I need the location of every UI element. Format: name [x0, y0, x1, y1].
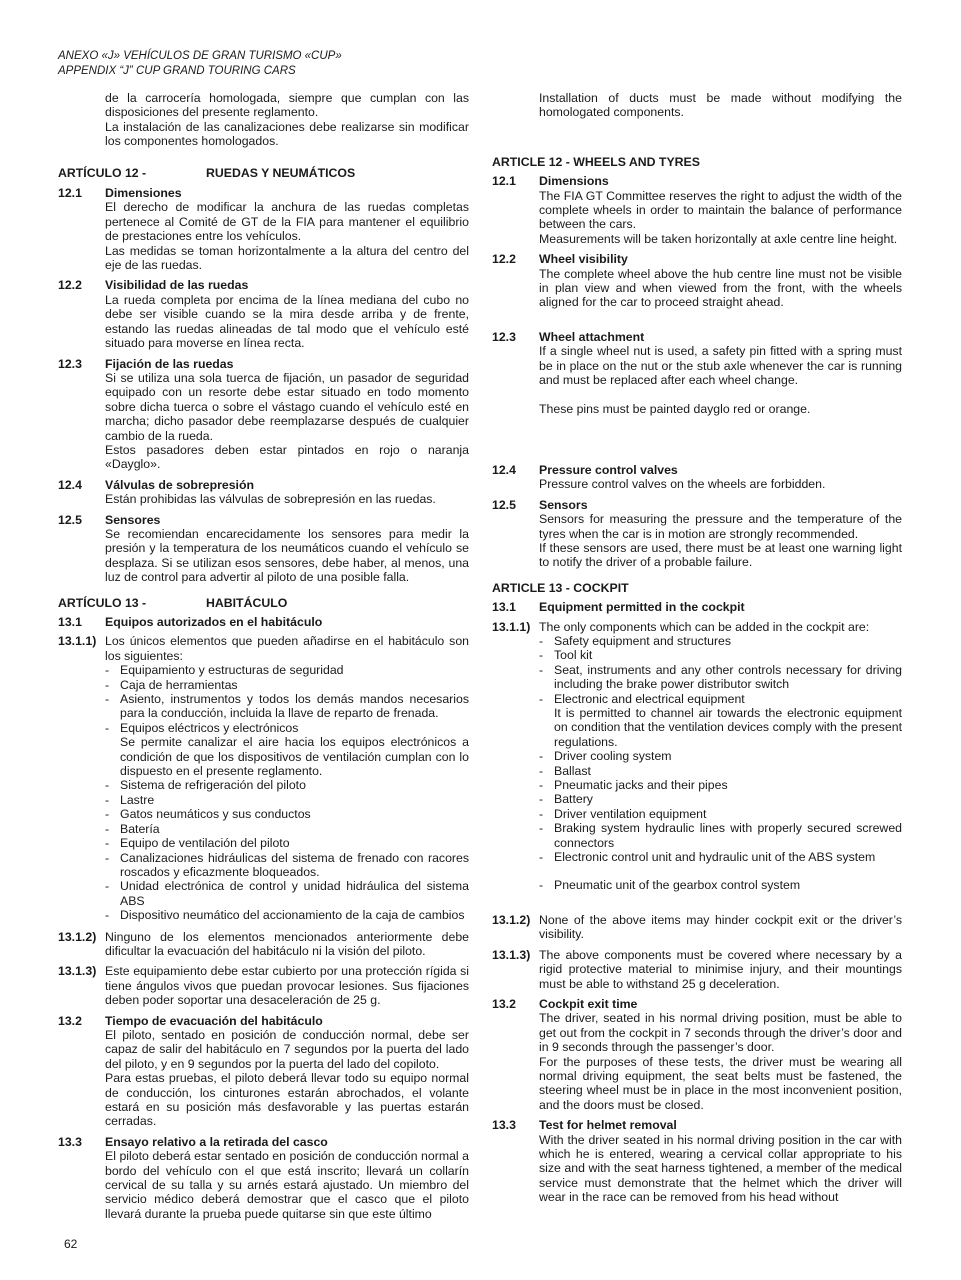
running-header [58, 49, 342, 79]
section-13-3: 13.3 Ensayo relativo a la retirada del casco El piloto deberá estar sentado en posición de conducción normal a bordo del vehículo con el que está inscrito; llevará un collarín cervical de su talla y su arnés estará ajustado. Un miembro del servicio médico deberá demostrar que el casco que el piloto llevará durante la prueba puede quitarse sin que este último [58, 1134, 469, 1221]
list-item: - Braking system hydraulic lines with properly secured screwed connectors [539, 821, 902, 850]
list-item: - Batería [105, 821, 160, 836]
list-item: - Pneumatic unit of the gearbox control system [539, 878, 801, 893]
list-item: - Dispositivo neumático del accionamiento de la caja de cambios [105, 908, 465, 923]
section-13-1-2: 13.1.2) Ninguno de los elementos mencionados anteriormente debe dificultar la evacuación del habitáculo ni la visión del piloto. [58, 929, 469, 958]
list-item: - Unidad electrónica de control y unidad hidráulica del sistema ABS [105, 879, 469, 908]
section-12-4: 12.4 Válvulas de sobrepresión Están prohibidas las válvulas de sobrepresión en las ruedas. [58, 477, 436, 507]
list-item: - Equipamiento y estructuras de seguridad [105, 663, 344, 678]
article-13-heading: ARTICLE 13 - COCKPIT [492, 580, 629, 595]
list-item: - Battery [539, 792, 593, 807]
section-13-1-3: 13.1.3) The above components must be covered where necessary by a rigid protective material to minimise injury, and their mountings must be able to withstand 25 g deceleration. [492, 947, 902, 991]
section-12-3: 12.3 Fijación de las ruedas Si se utiliza una sola tuerca de fijación, un pasador de seguridad equipado con un resorte debe estar situado en todo momento sobre dicha tuerca o sobre el vástago cuando el vehículo esté en marcha; dicho pasador debe reemplazarse después de cualquier cambio de la rueda. Estos pasadores deben estar pintados en rojo o naranja «Dayglo». [58, 356, 469, 472]
list-item: - Tool kit [539, 648, 593, 663]
component-list [105, 663, 469, 922]
list-item: - Asiento, instrumentos y todos los demás mandos necesarios para la conducción, incluida la llave de reparto de frenada. [105, 692, 469, 721]
intro-text: de la carrocería homologada, siempre que cumplan con las disposiciones del presente reglamento. La instalación de las canalizaciones debe realizarse sin modificar los componentes homologados. [105, 91, 469, 149]
section-12-5: 12.5 Sensores Se recomiendan encarecidamente los sensores para medir la presión y la temperatura de los neumáticos cuando el vehículo se desplaza. Si se utilizan esos sensores, debe haber, al menos, una luz de control para advertir al piloto de una posible falla. [58, 512, 469, 585]
list-item: - Equipos eléctricos y electrónicos Se permite canalizar el aire hacia los equipos electrónicos a condición de que los dispositivos de ventilación cumplan con lo dispuesto en el presente reglamento. [105, 720, 469, 779]
list-item: - Safety equipment and structures [539, 633, 732, 648]
list-item: - Canalizaciones hidráulicas del sistema de frenado con racores roscados y eficazmente bloqueados. [105, 850, 469, 879]
header-line-en: APPENDIX “J” CUP GRAND TOURING CARS [58, 65, 296, 77]
section-12-2: 12.2 Wheel visibility The complete wheel above the hub centre line must not be visible in plan view and when viewed from the front, with the wheels aligned for the car to proceed straight ahead. [492, 252, 902, 310]
section-13-1: 13.1 Equipment permitted in the cockpit [492, 600, 745, 615]
header-line-es: ANEXO «J» VEHÍCULOS DE GRAN TURISMO «CUP» [58, 50, 342, 62]
list-item: - Ballast [539, 763, 591, 778]
list-item: - Equipo de ventilación del piloto [105, 836, 290, 851]
section-13-3: 13.3 Test for helmet removal With the driver seated in his normal driving position in the car with which he is entered, wearing a cervical collar appropriate to his size and with the seat harness tightened, a member of the medical service must demonstrate that the helmet which the driver will wear in the race can be removed from his head without [492, 1118, 902, 1205]
article-13-heading: ARTÍCULO 13 - HABITÁCULO [58, 595, 288, 610]
list-item: - Electronic and electrical equipment It is permitted to channel air towards the electronic equipment on condition that the ventilation devices comply with the present regulations. [539, 691, 902, 749]
intro-text: Installation of ducts must be made without modifying the homologated components. [539, 91, 902, 120]
section-12-4: 12.4 Pressure control valves Pressure control valves on the wheels are forbidden. [492, 462, 826, 492]
article-12-heading: ARTICLE 12 - WHEELS AND TYRES [492, 154, 700, 169]
list-item: - Driver cooling system [539, 749, 672, 764]
list-item: - Sistema de refrigeración del piloto [105, 778, 306, 793]
list-item: - Gatos neumáticos y sus conductos [105, 807, 311, 822]
section-12-3: 12.3 Wheel attachment If a single wheel nut is used, a safety pin fitted with a spring must be in place on the nut or the stub axle whenever the car is running and must be replaced after each wheel change. These pins must be painted dayglo red or orange. [492, 329, 902, 416]
section-12-1: 12.1 Dimensiones El derecho de modificar la anchura de las ruedas completas pertenece al Comité de GT de la FIA para mantener el equilibrio de prestaciones entre los vehículos. Las medidas se toman horizontalmente a la altura del centro del eje de las ruedas. [58, 186, 469, 273]
page-number: 62 [64, 1237, 78, 1251]
list-item: - Seat, instruments and any other controls necessary for driving including the brake power distributor switch [539, 662, 902, 692]
list-item: - Lastre [105, 792, 155, 807]
english-column [492, 91, 902, 1205]
section-13-1: 13.1 Equipos autorizados en el habitáculo [58, 615, 323, 629]
section-13-2: 13.2 Cockpit exit time The driver, seated in his normal driving position, must be able to get out from the cockpit in 7 seconds through the driver’s door and in 9 seconds through the passenger’s door. For the purposes of these tests, the driver must be wearing all normal driving equipment, the seat belts must be fastened, the steering wheel must be in place in the most inconvenient position, and the doors must be closed. [492, 996, 902, 1112]
section-13-1-3: 13.1.3) Este equipamiento debe estar cubierto por una protección rígida si tiene ángulos vivos que puedan provocar lesiones. Sus fijaciones deben poder soportar una desaceleración de 25 g. [58, 964, 469, 1008]
spanish-column [58, 91, 469, 1221]
section-13-1-1: 13.1.1) Los únicos elementos que pueden añadirse en el habitáculo son los siguientes: - Equipamiento y estructuras de seguridad - Caja de herramientas - Asiento, instrumentos y todos los demás mandos necesarios para la conducción, incluida la llave de reparto de frenada. - Equipos eléctricos y electrónicos Se permite canalizar el aire hacia los equipos electrónicos a condición de que los dispositivos de ventilación cumplan con lo dispuesto en el presente reglamento. - Sistema de refrigeración del piloto - Lastre - Gatos neumáticos y sus conductos - Batería - Equipo de ventilación del piloto - Canalizaciones hidráulicas del sistema de frenado con racores roscados y eficazmente bloqueados. - Unidad electrónica de control y unidad hidráulica del sistema ABS - Dispositivo neumático del accionamiento de la caja de cambios [58, 634, 469, 923]
section-12-2: 12.2 Visibilidad de las ruedas La rueda completa por encima de la línea mediana del cubo no debe ser visible cuando se la mira desde arriba y de frente, estando las ruedas alineadas de tal modo que el vehículo esté situado para moverse en línea recta. [58, 278, 469, 351]
list-item: - Pneumatic jacks and their pipes [539, 778, 728, 793]
list-item: - Caja de herramientas [105, 677, 238, 692]
section-12-5: 12.5 Sensors Sensors for measuring the pressure and the temperature of the tyres when the car is in motion are strongly recommended. If these sensors are used, there must be at least one warning light to notify the driver of a probable failure. [492, 497, 902, 570]
list-item: - Driver ventilation equipment [539, 806, 707, 821]
section-13-1-2: 13.1.2) None of the above items may hinder cockpit exit or the driver’s visibility. [492, 912, 902, 942]
section-13-1-1: 13.1.1) The only components which can be added in the cockpit are: - Safety equipment and structures - Tool kit - Seat, instruments and any other controls necessary for driving including the brake power distributor switch - Electronic and electrical equipment It is permitted to channel air towards the electronic equipment on condition that the ventilation devices comply with the present regulations. - Driver cooling system - Ballast - Pneumatic jacks and their pipes - Battery - Driver ventilation equipment - Braking system hydraulic lines with properly secured screwed connectors - Electronic control unit and hydraulic unit of the ABS system - Pneumatic unit of the gearbox control system [492, 619, 902, 893]
list-item: - Electronic control unit and hydraulic unit of the ABS system [539, 850, 876, 865]
section-13-2: 13.2 Tiempo de evacuación del habitáculo El piloto, sentado en posición de conducción normal, debe ser capaz de salir del habitáculo en 7 segundos por la puerta del lado del piloto, y en 9 segundos por la puerta del lado del copiloto. Para estas pruebas, el piloto deberá llevar todo su equipo normal de conducción, los cinturones estarán abrochados, el volante estará en su posición más desfavorable y las puertas estarán cerradas. [58, 1013, 469, 1129]
component-list [539, 634, 902, 893]
article-12-heading: ARTÍCULO 12 - RUEDAS Y NEUMÁTICOS [58, 165, 356, 180]
section-12-1: 12.1 Dimensions The FIA GT Committee reserves the right to adjust the width of the complete wheels in order to maintain the balance of performance between the cars. Measurements will be taken horizontally at axle centre line height. [492, 174, 902, 246]
